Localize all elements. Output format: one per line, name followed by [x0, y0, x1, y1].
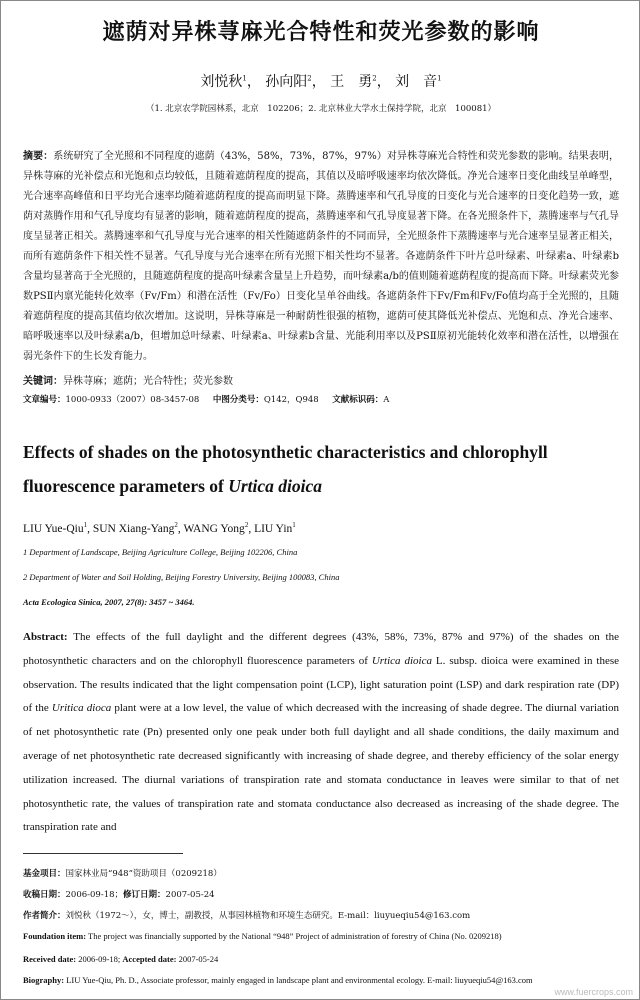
chinese-keywords	[23, 375, 619, 389]
accepted-value: 2007-05-24	[176, 954, 219, 964]
article-no-label: 文章编号：	[23, 395, 66, 405]
author-mark: 1	[292, 521, 296, 529]
abstract-label: 摘要：	[23, 151, 54, 162]
chinese-authors: 刘悦秋$^1$， 孙向阳$^2$， 王 勇$^2$， 刘 音$^1$	[200, 74, 442, 90]
author-bio-label-cn: 作者简介：	[23, 911, 66, 921]
author-name: 孙向阳	[265, 74, 308, 90]
author-name: LIU Yin	[254, 522, 293, 535]
author-bio-cn: 刘悦秋（1972～），女，博士，副教授，从事园林植物和环境生态研究。E-mail：liuyueqiu54@163.com	[65, 911, 471, 921]
author-mark: 1	[83, 521, 88, 529]
watermark: www.fuercrops.com	[554, 987, 633, 997]
abstract-text-2: L. subsp. dioica were examined in these observation. The results indicated that the light compensation point (LCP), light saturation point (LSP) and dark respiration rate (DP) of the	[23, 654, 619, 715]
author-name: SUN Xiang-Yang	[92, 522, 175, 535]
clc-code: Q142，Q948	[263, 395, 319, 405]
species-name: Urtica dioica	[228, 476, 323, 496]
footnote-dates	[23, 888, 633, 900]
english-affiliation-1: 1 Department of Landscape, Beijing Agriculture College, Beijing 102206, China	[23, 547, 298, 557]
author-mark: 2	[372, 74, 377, 83]
biography-label: Biography:	[23, 975, 65, 985]
received-label: Received date:	[23, 954, 77, 964]
revised-label-cn: 修订日期：	[123, 890, 166, 900]
english-title-line1: Effects of shades on the photosynthetic characteristics and chlorophyll	[23, 442, 548, 462]
revised-value-cn: 2007-05-24	[165, 890, 215, 900]
author-name: 刘 音	[395, 74, 438, 90]
abstract-text-3: plant were at a low level, the value of which decreased with the increasing of shade degree. The diurnal variation of net photosynthetic rate (Pn) presented only one peak under both full daylight and all shade conditions, the daily maximum and average of net photosynthetic rate decreased significantly with increasing of shade degree, and thereby efficiency of the solar energy utilization increased. The diurnal variations of transpiration rate and stomata conductance in leaves were similar to that of net photosynthetic rate, the values of transpiration rate and stomata conductance also decreased as increasing of the shade degree. The transpiration rate and	[23, 702, 619, 834]
received-label-cn: 收稿日期：	[23, 890, 66, 900]
footnote-foundation	[23, 931, 633, 941]
author-mark: 1	[437, 74, 442, 83]
author-name: LIU Yue-Qiu	[23, 522, 84, 535]
fund-text: 国家林业局“948”资助项目（0209218）	[65, 869, 222, 879]
foundation-text: The project was financially supported by the National “948” Project of administration of forestry of China (No. 0209218)	[86, 931, 502, 941]
chinese-title: 遮荫对异株荨麻光合特性和荧光参数的影响	[102, 20, 540, 45]
journal-citation: Acta Ecologica Sinica, 2007, 27(8): 3457 ~ 3464.	[23, 597, 195, 607]
article-no: 1000-0933（2007）08-3457-08	[65, 395, 200, 405]
chinese-affiliation: （1. 北京农学院园林系，北京 102206；2. 北京林业大学水土保持学院，北京 100081）	[145, 104, 497, 114]
english-abstract	[23, 626, 619, 840]
species-name: Urtica dioica	[371, 654, 432, 667]
abstract-text: 系统研究了全光照和不同程度的遮荫（43%，58%，73%，87%，97%）对异株荨麻光合特性和荧光参数的影响。结果表明，异株荨麻的光补偿点和光饱和点均较低，且随着遮荫程度的提高，其值以及暗呼吸速率均依次降低。净光合速率日变化曲线呈单峰型，光合速率高峰值和日平均光合速率均随着遮荫程度的提高而明显下降。蒸腾速率和气孔导度的日变化与光合速率的日变化趋势一致，遮荫对蒸腾作用和气孔导度均有显著的影响，随着遮荫程度的提高，蒸腾速率和气孔导度显著下降。在各光照条件下，蒸腾速率与气孔导度呈显著正相关。蒸腾速率和气孔导度与光合速率的相关性随遮荫条件的不同而异，全光照条件下蒸腾速率与光合速率呈显著正相关，而所有遮荫条件下相关性不显著。气孔导度与光合速率在所有光照下相关性均不显著。各遮荫条件下叶片总叶绿素、叶绿素a、叶绿素b含量均显著高于全光照的，且随遮荫程度的提高叶绿素含量呈上升趋势，而叶绿素a/b的值则随着遮荫程度的提高而下降。叶绿素荧光参数PSⅡ内禀光能转化效率（Fv/Fm）和潜在活性（Fv/Fo）日变化呈单谷曲线。各遮荫条件下Fv/Fm和Fv/Fo值均高于全光照的，且随着遮荫程度的提高其值均依次增加。这说明，异株荨麻是一种耐荫性很强的植物，遮荫可使其降低光补偿点、光饱和点、净光合速率、暗呼吸速率以及叶绿素a/b，但增加总叶绿素、叶绿素a、叶绿素b含量、光能利用率以及PSⅡ原初光能转化效率和潜在活性，以增强在弱光条件下的生长发育能力。	[23, 151, 619, 362]
keywords-text: 异株荨麻；遮荫；光合特性；荧光参数	[63, 376, 233, 387]
received-value-cn: 2006-09-18；	[65, 890, 124, 900]
english-title-prefix: fluorescence parameters of	[23, 476, 229, 496]
author-name: WANG Yong	[183, 522, 245, 535]
foundation-label: Foundation item:	[23, 931, 87, 941]
footnote-rule	[23, 853, 183, 854]
received-value: 2006-09-18;	[76, 954, 123, 964]
author-mark: 2	[244, 521, 249, 529]
article-metadata	[23, 394, 619, 406]
author-mark: 1	[242, 74, 247, 83]
english-title	[23, 435, 623, 503]
doc-code-label: 文献标识码：	[332, 395, 384, 405]
abstract-label: Abstract:	[23, 631, 68, 643]
author-mark: 2	[174, 521, 178, 529]
author-mark: 2	[307, 74, 312, 83]
author-name: 王 勇	[330, 74, 373, 90]
footnote-biography	[23, 975, 633, 985]
biography-text: LIU Yue-Qiu, Ph. D., Associate professor, mainly engaged in landscape plant and environmental ecology. E-mail: liuyueqiu54@163.com	[64, 975, 533, 985]
english-affiliation-2: 2 Department of Water and Soil Holding, Beijing Forestry University, Beijing 100083, China	[23, 572, 340, 582]
footnote-received	[23, 954, 633, 964]
abstract-text-1: The effects of the full daylight and the different degrees (43%, 58%, 73%, 87% and 97%) of the shades on the photosynthetic characters and on the chlorophyll fluorescence parameters of	[23, 631, 619, 667]
footnote-author	[23, 909, 633, 921]
english-title-line2	[23, 469, 623, 503]
keywords-label: 关键词：	[23, 376, 63, 387]
clc-label: 中图分类号：	[212, 395, 264, 405]
doc-code: A	[383, 395, 390, 405]
species-name: Uritica dioca	[51, 702, 112, 715]
fund-label: 基金项目：	[23, 869, 66, 879]
footnote-fund	[23, 867, 633, 879]
chinese-abstract	[23, 147, 619, 367]
english-authors: LIU Yue-Qiu$^1$, SUN Xiang-Yang$^2$, WANG Yong$^2$, LIU Yin$^1$	[23, 521, 296, 535]
accepted-label: Accepted date:	[122, 954, 177, 964]
author-name: 刘悦秋	[200, 74, 243, 90]
